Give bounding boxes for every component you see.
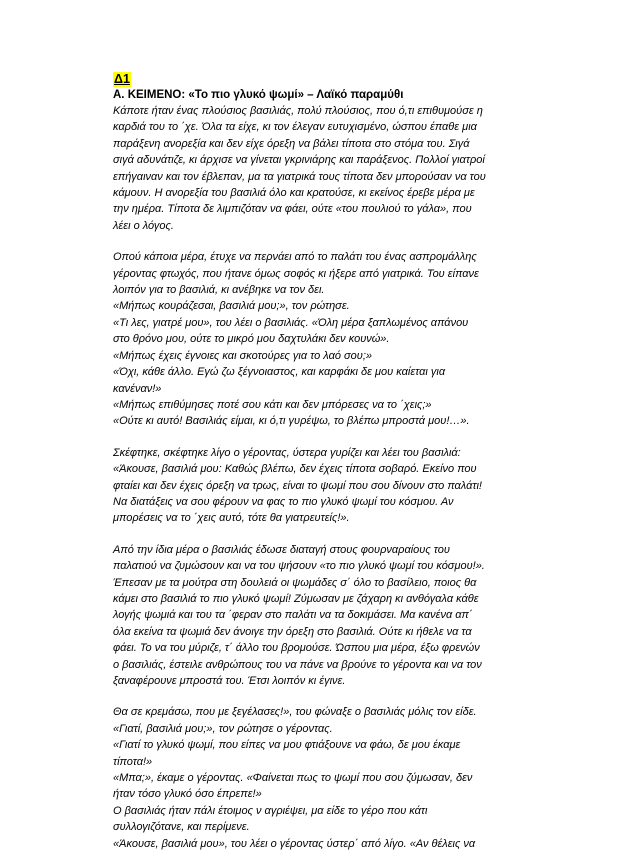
text-line: ο βασιλιάς, έστειλε ανθρώπους του να πάνε να βρούνε το γέροντα και να τον: [113, 658, 482, 671]
section-label: Δ1: [114, 72, 130, 86]
paragraph: [113, 445, 526, 527]
document-body: [113, 103, 526, 852]
text-line: Έπεσαν με τα μούτρα στη δουλειά οι ψωμάδες σ΄ όλο το βασίλειο, ποιος θα: [113, 576, 477, 589]
text-line: «Μήπως επιθύμησες ποτέ σου κάτι και δεν μπόρεσες να το ΄χεις;»: [113, 398, 432, 411]
text-line: επήγαιναν και τον έβλεπαν, μα τα γιατρικά τους τίποτα δεν μπορούσαν να του: [113, 170, 486, 183]
document-page: [113, 70, 526, 867]
text-line: «Άκουσε, βασιλιά μου: Καθώς βλέπω, δεν έχεις τίποτα σοβαρό. Εκείνο που: [113, 463, 477, 476]
text-line: Ο βασιλιάς ήταν πάλι έτοιμος ν αγριέψει, μα είδε το γέρο που κάτι: [113, 804, 428, 817]
text-line: Οπού κάποια μέρα, έτυχε να περνάει από το παλάτι του ένας ασπρομάλλης: [113, 251, 477, 264]
text-line: ήταν τόσο γλυκό όσο έπρεπε!»: [113, 788, 262, 801]
text-line: «Μήπως έχεις έγνοιες και σκοτούρες για το λαό σου;»: [113, 349, 372, 362]
text-line: «Άκουσε, βασιλιά μου», του λέει ο γέροντας ύστερ΄ από λίγο. «Αν θέλεις να: [113, 837, 476, 850]
text-line: Από την ίδια μέρα ο βασιλιάς έδωσε διαταγή στους φουρναραίους του: [113, 543, 450, 556]
text-line: φάει. Το να του μύριζε, τ΄ άλλο του βρομούσε. Ώσπου μια μέρα, έξω φρενών: [113, 642, 480, 655]
text-line: κανέναν!»: [113, 382, 162, 395]
text-line: «Μήπως κουράζεσαι, βασιλιά μου;», τον ρώτησε.: [113, 300, 350, 313]
text-line: κάμει στο βασιλιά το πιο γλυκό ψωμί! Ζύμωσαν με ζάχαρη κι ανθόγαλα κάθε: [113, 592, 479, 605]
text-line: φταίει και δεν έχεις όρεξη να τρως, είναι το ψωμί που σου δίνουν στο παλάτι!: [113, 479, 482, 492]
text-line: τίποτα!»: [113, 755, 153, 768]
text-line: «Τι λες, γιατρέ μου», του λέει ο βασιλιάς. «Όλη μέρα ξαπλωμένος απάνου: [113, 316, 469, 329]
text-line: λογής ψωμιά και του τα ΄φεραν στο παλάτι να τα δοκιμάσει. Μα κανένα απ΄: [113, 609, 473, 622]
text-line: Θα σε κρεμάσω, που με ξεγέλασες!», του φώναξε ο βασιλιάς μόλις τον είδε.: [113, 706, 477, 719]
text-line: λέει ο λόγος.: [113, 219, 174, 232]
text-line: Κάποτε ήταν ένας πλούσιος βασιλιάς, πολύ πλούσιος, που ό,τι επιθυμούσε η: [113, 105, 483, 117]
text-line: «Μπα;», έκαμε ο γέροντας. «Φαίνεται πως το ψωμί που σου ζύμωσαν, δεν: [113, 772, 473, 785]
text-line: παράξενη ανορεξία και δεν είχε όρεξη να βάλει τίποτα στο στόμα του. Σιγά: [113, 137, 470, 150]
text-line: κάμουν. Η ανορεξία του βασιλιά όλο και κρατούσε, κι εκείνος έρεβε μέρα με: [113, 187, 475, 200]
text-line: «Όχι, κάθε άλλο. Εγώ ζω ξέγνοιαστος, και καρφάκι δε μου καίεται για: [113, 366, 446, 379]
text-line: Να διατάξεις να σου φέρουν να φας το πιο γλυκό ψωμί του κόσμου. Αν: [113, 495, 454, 508]
text-line: παλατιού να ζυμώσουν και να του ψήσουν «το πιο γλυκό ψωμί του κόσμου!».: [113, 560, 485, 573]
text-line: καρδιά του το ΄χε. Όλα τα είχε, κι τον έλεγαν ευτυχισμένο, ώσπου έπαθε μια: [113, 121, 477, 134]
text-line: στο θρόνο μου, ούτε το μικρό μου δαχτυλάκι δεν κουνώ».: [113, 333, 390, 346]
text-line: «Γιατί το γλυκό ψωμί, που είπες να μου φτιάξουνε να φάω, δε μου έκαμε: [113, 739, 461, 752]
text-line: μπορέσεις να το ΄χεις αυτό, τότε θα γιατρευτείς!».: [113, 512, 350, 525]
paragraph: [113, 103, 526, 234]
text-line: λοιπόν για το βασιλιά, κι ανέβηκε να τον δει.: [113, 284, 325, 297]
text-line: συλλογιζότανε, και περίμενε.: [113, 821, 250, 834]
text-line: «Ούτε κι αυτό! Βασιλιάς είμαι, κι ό,τι γυρέψω, το βλέπω μπροστά μου!…».: [113, 415, 470, 428]
text-line: την ημέρα. Τίποτα δε λιμπιζόταν να φάει, ούτε «του πουλιού το γάλα», που: [113, 203, 472, 216]
text-line: σιγά αδυνάτιζε, κι άρχισε να γίνεται γκρινιάρης και παράξενος. Πολλοί γιατροί: [113, 154, 485, 167]
paragraph: [113, 704, 526, 852]
paragraph: [113, 249, 526, 429]
text-line: ξαναφέρουνε μπροστά του. Έτσι λοιπόν κι έγινε.: [113, 675, 346, 687]
text-title: Α. ΚΕΙΜΕΝΟ: «Το πιο γλυκό ψωμί» – Λαϊκό παραμύθι: [113, 89, 404, 101]
text-line: γέροντας φτωχός, που ήτανε όμως σοφός κι ήξερε από γιατρικά. Του είπανε: [113, 267, 479, 280]
paragraph: [113, 542, 526, 690]
text-line: «Γιατί, βασιλιά μου;», τον ρώτησε ο γέροντας.: [113, 722, 333, 735]
text-line: Σκέφτηκε, σκέφτηκε λίγο ο γέροντας, ύστερα γυρίζει και λέει του βασιλιά:: [113, 446, 461, 459]
text-line: όλα εκείνα τα ψωμιά δεν άνοιγε την όρεξη στο βασιλιά. Ούτε κι ήθελε να τα: [113, 625, 472, 638]
